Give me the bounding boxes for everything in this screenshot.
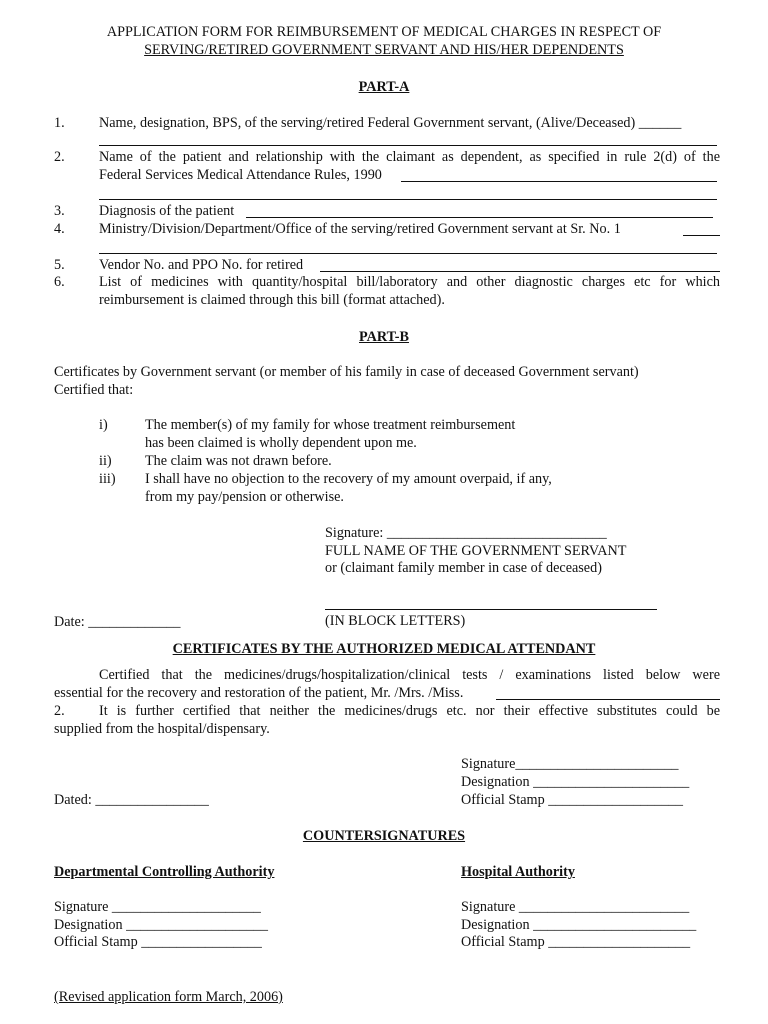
cert-iii-line2: from my pay/pension or otherwise. xyxy=(145,489,344,505)
item-2-fill-line[interactable] xyxy=(401,181,717,182)
block-letters-line[interactable] xyxy=(325,609,657,610)
cert-ii-line1: The claim was not drawn before. xyxy=(145,453,332,469)
cert-iii-number: iii) xyxy=(99,471,116,487)
item-2-number: 2. xyxy=(54,149,65,165)
gov-servant-signature[interactable]: Signature: _______________________________ xyxy=(325,525,607,541)
part-b-intro: Certificates by Government servant (or member of his family in case of deceased Government servant) xyxy=(54,364,639,380)
dept-authority-heading: Departmental Controlling Authority xyxy=(54,864,275,880)
item-4-number: 4. xyxy=(54,221,65,237)
item-1-fill-line[interactable] xyxy=(99,145,717,146)
item-5-number: 5. xyxy=(54,257,65,273)
item-3-text: Diagnosis of the patient xyxy=(99,203,235,219)
medical-official-stamp[interactable]: Official Stamp ___________________ xyxy=(461,792,683,808)
dept-designation[interactable]: Designation ____________________ xyxy=(54,917,268,933)
item-1-text: Name, designation, BPS, of the serving/retired Federal Government servant, (Alive/Deceased) ______ xyxy=(99,115,682,131)
medical-para1-line2: essential for the recovery and restoration of the patient, Mr. /Mrs. /Miss. xyxy=(54,685,464,701)
item-5-text: Vendor No. and PPO No. for retired xyxy=(99,257,304,273)
item-4-fill-line[interactable] xyxy=(683,235,720,236)
item-2-line2: Federal Services Medical Attendance Rules, 1990 xyxy=(99,167,382,183)
item-6-line2: reimbursement is claimed through this bill (format attached). xyxy=(99,292,445,308)
form-title-line2: SERVING/RETIRED GOVERNMENT SERVANT AND HIS/HER DEPENDENTS xyxy=(144,42,624,58)
medical-para2-line1: It is further certified that neither the medicines/drugs etc. nor their effective substitutes could be xyxy=(99,703,720,719)
medical-para2-line2: supplied from the hospital/dispensary. xyxy=(54,721,270,737)
dept-signature[interactable]: Signature _____________________ xyxy=(54,899,261,915)
item-4-text: Ministry/Division/Department/Office of the serving/retired Government servant at Sr. No. 1 xyxy=(99,221,621,237)
patient-name-fill-line[interactable] xyxy=(496,699,720,700)
item-6-number: 6. xyxy=(54,274,65,290)
item-3-fill-line[interactable] xyxy=(246,217,713,218)
dept-official-stamp[interactable]: Official Stamp _________________ xyxy=(54,934,262,950)
item-4-fill-line-2[interactable] xyxy=(99,253,717,254)
hospital-designation[interactable]: Designation _______________________ xyxy=(461,917,697,933)
item-5-fill-line[interactable] xyxy=(320,271,720,272)
hospital-signature[interactable]: Signature ________________________ xyxy=(461,899,690,915)
cert-i-line2: has been claimed is wholly dependent upon me. xyxy=(145,435,417,451)
certified-that-label: Certified that: xyxy=(54,382,134,398)
item-2-fill-line-2[interactable] xyxy=(99,199,717,200)
medical-designation[interactable]: Designation ______________________ xyxy=(461,774,690,790)
revision-note: (Revised application form March, 2006) xyxy=(54,989,283,1005)
item-1-number: 1. xyxy=(54,115,65,131)
hospital-official-stamp[interactable]: Official Stamp ____________________ xyxy=(461,934,691,950)
item-2-line1: Name of the patient and relationship with the claimant as dependent, as specified in rule 2(d) of the xyxy=(99,149,720,165)
part-b-date[interactable]: Date: _____________ xyxy=(54,614,181,630)
cert-i-number: i) xyxy=(99,417,108,433)
block-letters-label: (IN BLOCK LETTERS) xyxy=(325,613,466,629)
item-3-number: 3. xyxy=(54,203,65,219)
hospital-authority-heading: Hospital Authority xyxy=(461,864,575,880)
cert-ii-number: ii) xyxy=(99,453,112,469)
medical-signature[interactable]: Signature_______________________ xyxy=(461,756,679,772)
part-b-heading: PART-B xyxy=(359,329,409,345)
item-6-line1: List of medicines with quantity/hospital bill/laboratory and other diagnostic charges etc for which xyxy=(99,274,720,290)
cert-i-line1: The member(s) of my family for whose treatment reimbursement xyxy=(145,417,516,433)
part-a-heading: PART-A xyxy=(358,79,410,95)
medical-para1-line1: Certified that the medicines/drugs/hospitalization/clinical tests / examinations listed below were xyxy=(99,667,720,683)
claimant-label: or (claimant family member in case of deceased) xyxy=(325,560,602,576)
countersignatures-heading: COUNTERSIGNATURES xyxy=(302,828,466,844)
medical-para2-number: 2. xyxy=(54,703,65,719)
full-name-label: FULL NAME OF THE GOVERNMENT SERVANT xyxy=(325,543,627,559)
form-title-line1: APPLICATION FORM FOR REIMBURSEMENT OF MEDICAL CHARGES IN RESPECT OF xyxy=(106,24,662,40)
medical-dated[interactable]: Dated: ________________ xyxy=(54,792,209,808)
cert-iii-line1: I shall have no objection to the recovery of my amount overpaid, if any, xyxy=(145,471,552,487)
medical-attendant-heading: CERTIFICATES BY THE AUTHORIZED MEDICAL ATTENDANT xyxy=(172,641,596,657)
